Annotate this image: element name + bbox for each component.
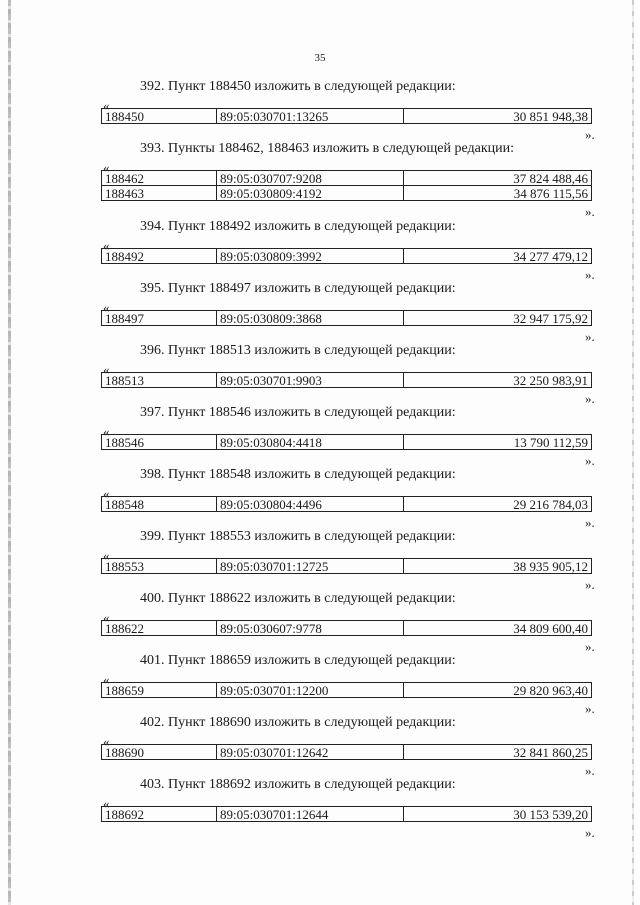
close-quote: ». <box>585 515 595 530</box>
open-quote: « <box>103 362 110 377</box>
clause-table <box>101 248 592 264</box>
close-quote: ». <box>585 701 595 716</box>
amount-cell: 34 277 479,12 <box>404 249 592 264</box>
open-quote: « <box>103 796 110 811</box>
amount-cell: 37 824 488,46 <box>404 171 592 186</box>
clause-heading: 398. Пункт 188548 изложить в следующей редакции: <box>140 467 456 482</box>
cadastral-number-cell: 89:05:030701:13265 <box>217 109 404 124</box>
item-number-cell: 188548 <box>102 497 217 512</box>
item-number-cell: 188546 <box>102 435 217 450</box>
open-quote: « <box>103 672 110 687</box>
item-number-cell: 188497 <box>102 311 217 326</box>
cadastral-number-cell: 89:05:030707:9208 <box>217 171 404 186</box>
cadastral-number-cell: 89:05:030701:12642 <box>217 745 404 760</box>
item-number-cell: 188462 <box>102 171 217 186</box>
cadastral-number-cell: 89:05:030701:9903 <box>217 373 404 388</box>
open-quote: « <box>103 160 110 175</box>
table-row <box>102 311 592 326</box>
close-quote: ». <box>585 204 595 219</box>
clause-table <box>101 558 592 574</box>
table-row <box>102 435 592 450</box>
close-quote: ». <box>585 267 595 282</box>
table-row <box>102 559 592 574</box>
clause-table <box>101 806 592 822</box>
table-row <box>102 186 592 201</box>
clause-heading: 396. Пункт 188513 изложить в следующей редакции: <box>140 343 456 358</box>
clause-table <box>101 170 592 201</box>
amount-cell: 30 153 539,20 <box>404 807 592 822</box>
close-quote: ». <box>585 329 595 344</box>
table-row <box>102 497 592 512</box>
scan-edge-right <box>632 0 634 905</box>
table-row <box>102 621 592 636</box>
amount-cell: 34 876 115,56 <box>404 186 592 201</box>
scan-edge-left <box>8 0 11 905</box>
open-quote: « <box>103 98 110 113</box>
clause-heading: 395. Пункт 188497 изложить в следующей редакции: <box>140 281 456 296</box>
amount-cell: 32 841 860,25 <box>404 745 592 760</box>
table-row <box>102 807 592 822</box>
item-number-cell: 188450 <box>102 109 217 124</box>
open-quote: « <box>103 300 110 315</box>
open-quote: « <box>103 548 110 563</box>
clause-heading: 400. Пункт 188622 изложить в следующей редакции: <box>140 591 456 606</box>
amount-cell: 38 935 905,12 <box>404 559 592 574</box>
amount-cell: 32 250 983,91 <box>404 373 592 388</box>
close-quote: ». <box>585 639 595 654</box>
page-number: 35 <box>314 52 326 64</box>
open-quote: « <box>103 424 110 439</box>
cadastral-number-cell: 89:05:030701:12644 <box>217 807 404 822</box>
amount-cell: 34 809 600,40 <box>404 621 592 636</box>
clause-table <box>101 620 592 636</box>
open-quote: « <box>103 486 110 501</box>
table-row <box>102 249 592 264</box>
item-number-cell: 188692 <box>102 807 217 822</box>
close-quote: ». <box>585 763 595 778</box>
table-row <box>102 109 592 124</box>
clause-table <box>101 372 592 388</box>
table-row <box>102 171 592 186</box>
cadastral-number-cell: 89:05:030701:12200 <box>217 683 404 698</box>
clause-heading: 401. Пункт 188659 изложить в следующей редакции: <box>140 653 456 668</box>
item-number-cell: 188659 <box>102 683 217 698</box>
amount-cell: 29 820 963,40 <box>404 683 592 698</box>
clause-table <box>101 496 592 512</box>
item-number-cell: 188513 <box>102 373 217 388</box>
amount-cell: 29 216 784,03 <box>404 497 592 512</box>
table-row <box>102 683 592 698</box>
clause-heading: 393. Пункты 188462, 188463 изложить в следующей редакции: <box>140 141 515 156</box>
clause-table <box>101 434 592 450</box>
item-number-cell: 188622 <box>102 621 217 636</box>
table-row <box>102 373 592 388</box>
cadastral-number-cell: 89:05:030804:4418 <box>217 435 404 450</box>
item-number-cell: 188492 <box>102 249 217 264</box>
close-quote: ». <box>585 391 595 406</box>
clause-heading: 399. Пункт 188553 изложить в следующей редакции: <box>140 529 456 544</box>
table-row <box>102 745 592 760</box>
open-quote: « <box>103 610 110 625</box>
clause-heading: 397. Пункт 188546 изложить в следующей редакции: <box>140 405 456 420</box>
clause-heading: 392. Пункт 188450 изложить в следующей редакции: <box>140 79 456 94</box>
item-number-cell: 188690 <box>102 745 217 760</box>
clause-table <box>101 108 592 124</box>
close-quote: ». <box>585 577 595 592</box>
close-quote: ». <box>585 453 595 468</box>
clause-table <box>101 744 592 760</box>
close-quote: ». <box>585 825 595 840</box>
clause-heading: 403. Пункт 188692 изложить в следующей редакции: <box>140 777 456 792</box>
open-quote: « <box>103 734 110 749</box>
amount-cell: 32 947 175,92 <box>404 311 592 326</box>
clause-table <box>101 310 592 326</box>
cadastral-number-cell: 89:05:030809:3992 <box>217 249 404 264</box>
clause-heading: 402. Пункт 188690 изложить в следующей редакции: <box>140 715 456 730</box>
cadastral-number-cell: 89:05:030809:3868 <box>217 311 404 326</box>
clause-table <box>101 682 592 698</box>
amount-cell: 13 790 112,59 <box>404 435 592 450</box>
close-quote: ». <box>585 127 595 142</box>
cadastral-number-cell: 89:05:030607:9778 <box>217 621 404 636</box>
item-number-cell: 188553 <box>102 559 217 574</box>
cadastral-number-cell: 89:05:030804:4496 <box>217 497 404 512</box>
open-quote: « <box>103 238 110 253</box>
cadastral-number-cell: 89:05:030701:12725 <box>217 559 404 574</box>
clause-heading: 394. Пункт 188492 изложить в следующей редакции: <box>140 219 456 234</box>
item-number-cell: 188463 <box>102 186 217 201</box>
amount-cell: 30 851 948,38 <box>404 109 592 124</box>
cadastral-number-cell: 89:05:030809:4192 <box>217 186 404 201</box>
